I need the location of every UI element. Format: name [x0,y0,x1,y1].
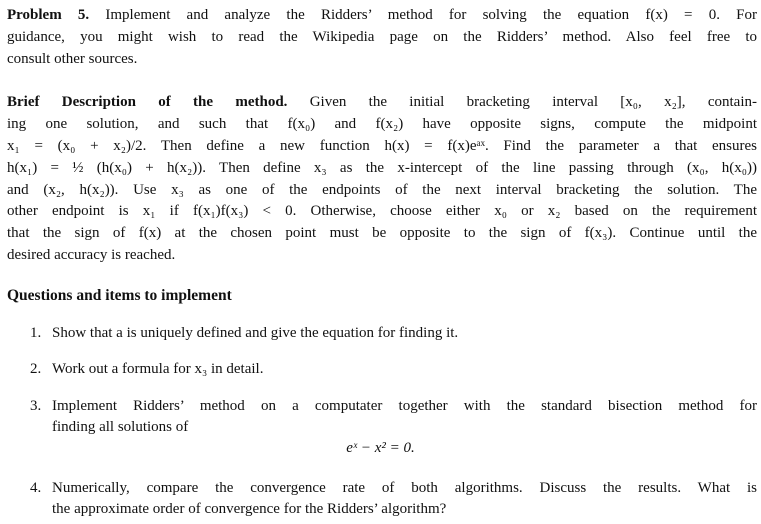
description-heading: Brief Description of the method. [7,94,288,110]
description-line-1 [7,92,757,113]
problem-line-3: consult other sources. [7,51,138,67]
problem-text-1: Implement and analyze the Ridders’ method for solving the equation f(x) = 0. For [105,7,757,23]
question-item-2 [30,359,757,380]
question-text-cont: finding all solutions of [52,419,189,435]
description-line-4: h(x₁) = ½ (h(x₀) + h(x₂)). Then define x₃ as the x-intercept of the line passing through (x₀, h(x₀)) [7,160,757,176]
question-item-3 [30,396,757,438]
question-text: Show that a is uniquely defined and give the equation for finding it. [52,325,459,341]
problem-heading: Problem 5. [7,7,90,23]
question-number: 2. [30,361,42,377]
question-text: Work out a formula for x₃ in detail. [52,361,264,377]
description-text-1: Given the initial bracketing interval [x₀, x₂], contain- [309,94,757,110]
questions-heading: Questions and items to implement [7,287,232,304]
description-line-8: desired accuracy is reached. [7,247,176,263]
question-text: Numerically, compare the convergence rate of both algorithms. Discuss the results. What is [52,480,757,496]
description-line-5: and (x₂, h(x₂)). Use x₃ as one of the endpoints of the next interval bracketing the solution. The [7,182,757,198]
question-number: 4. [30,480,42,496]
question-item-1 [30,323,757,344]
problem-line-2: guidance, you might wish to read the Wikipedia page on the Ridders’ method. Also feel free to [7,29,757,45]
description-line-3: x₁ = (x₀ + x₂)/2. Then define a new function h(x) = f(x)eᵃˣ. Find the parameter a that ensures [7,138,757,154]
description-line-7: that the sign of f(x) at the chosen point must be opposite to the sign of f(x₃). Continue until the [7,225,757,241]
question-text: Implement Ridders’ method on a computater together with the standard bisection method for [52,398,757,414]
question-number: 1. [30,325,42,341]
equation: eˣ − x² = 0. [346,440,415,456]
description-line-6: other endpoint is x₁ if f(x₁)f(x₃) < 0. Otherwise, choose either x₀ or x₂ based on the requirement [7,203,757,219]
question-number: 3. [30,398,42,414]
question-text-cont: the approximate order of convergence for the Ridders’ algorithm? [52,501,447,517]
problem-line-1 [7,5,757,26]
description-line-2: ing one solution, and such that f(x₀) and f(x₂) have opposite signs, compute the midpoint [7,116,757,132]
question-item-4 [30,478,757,520]
